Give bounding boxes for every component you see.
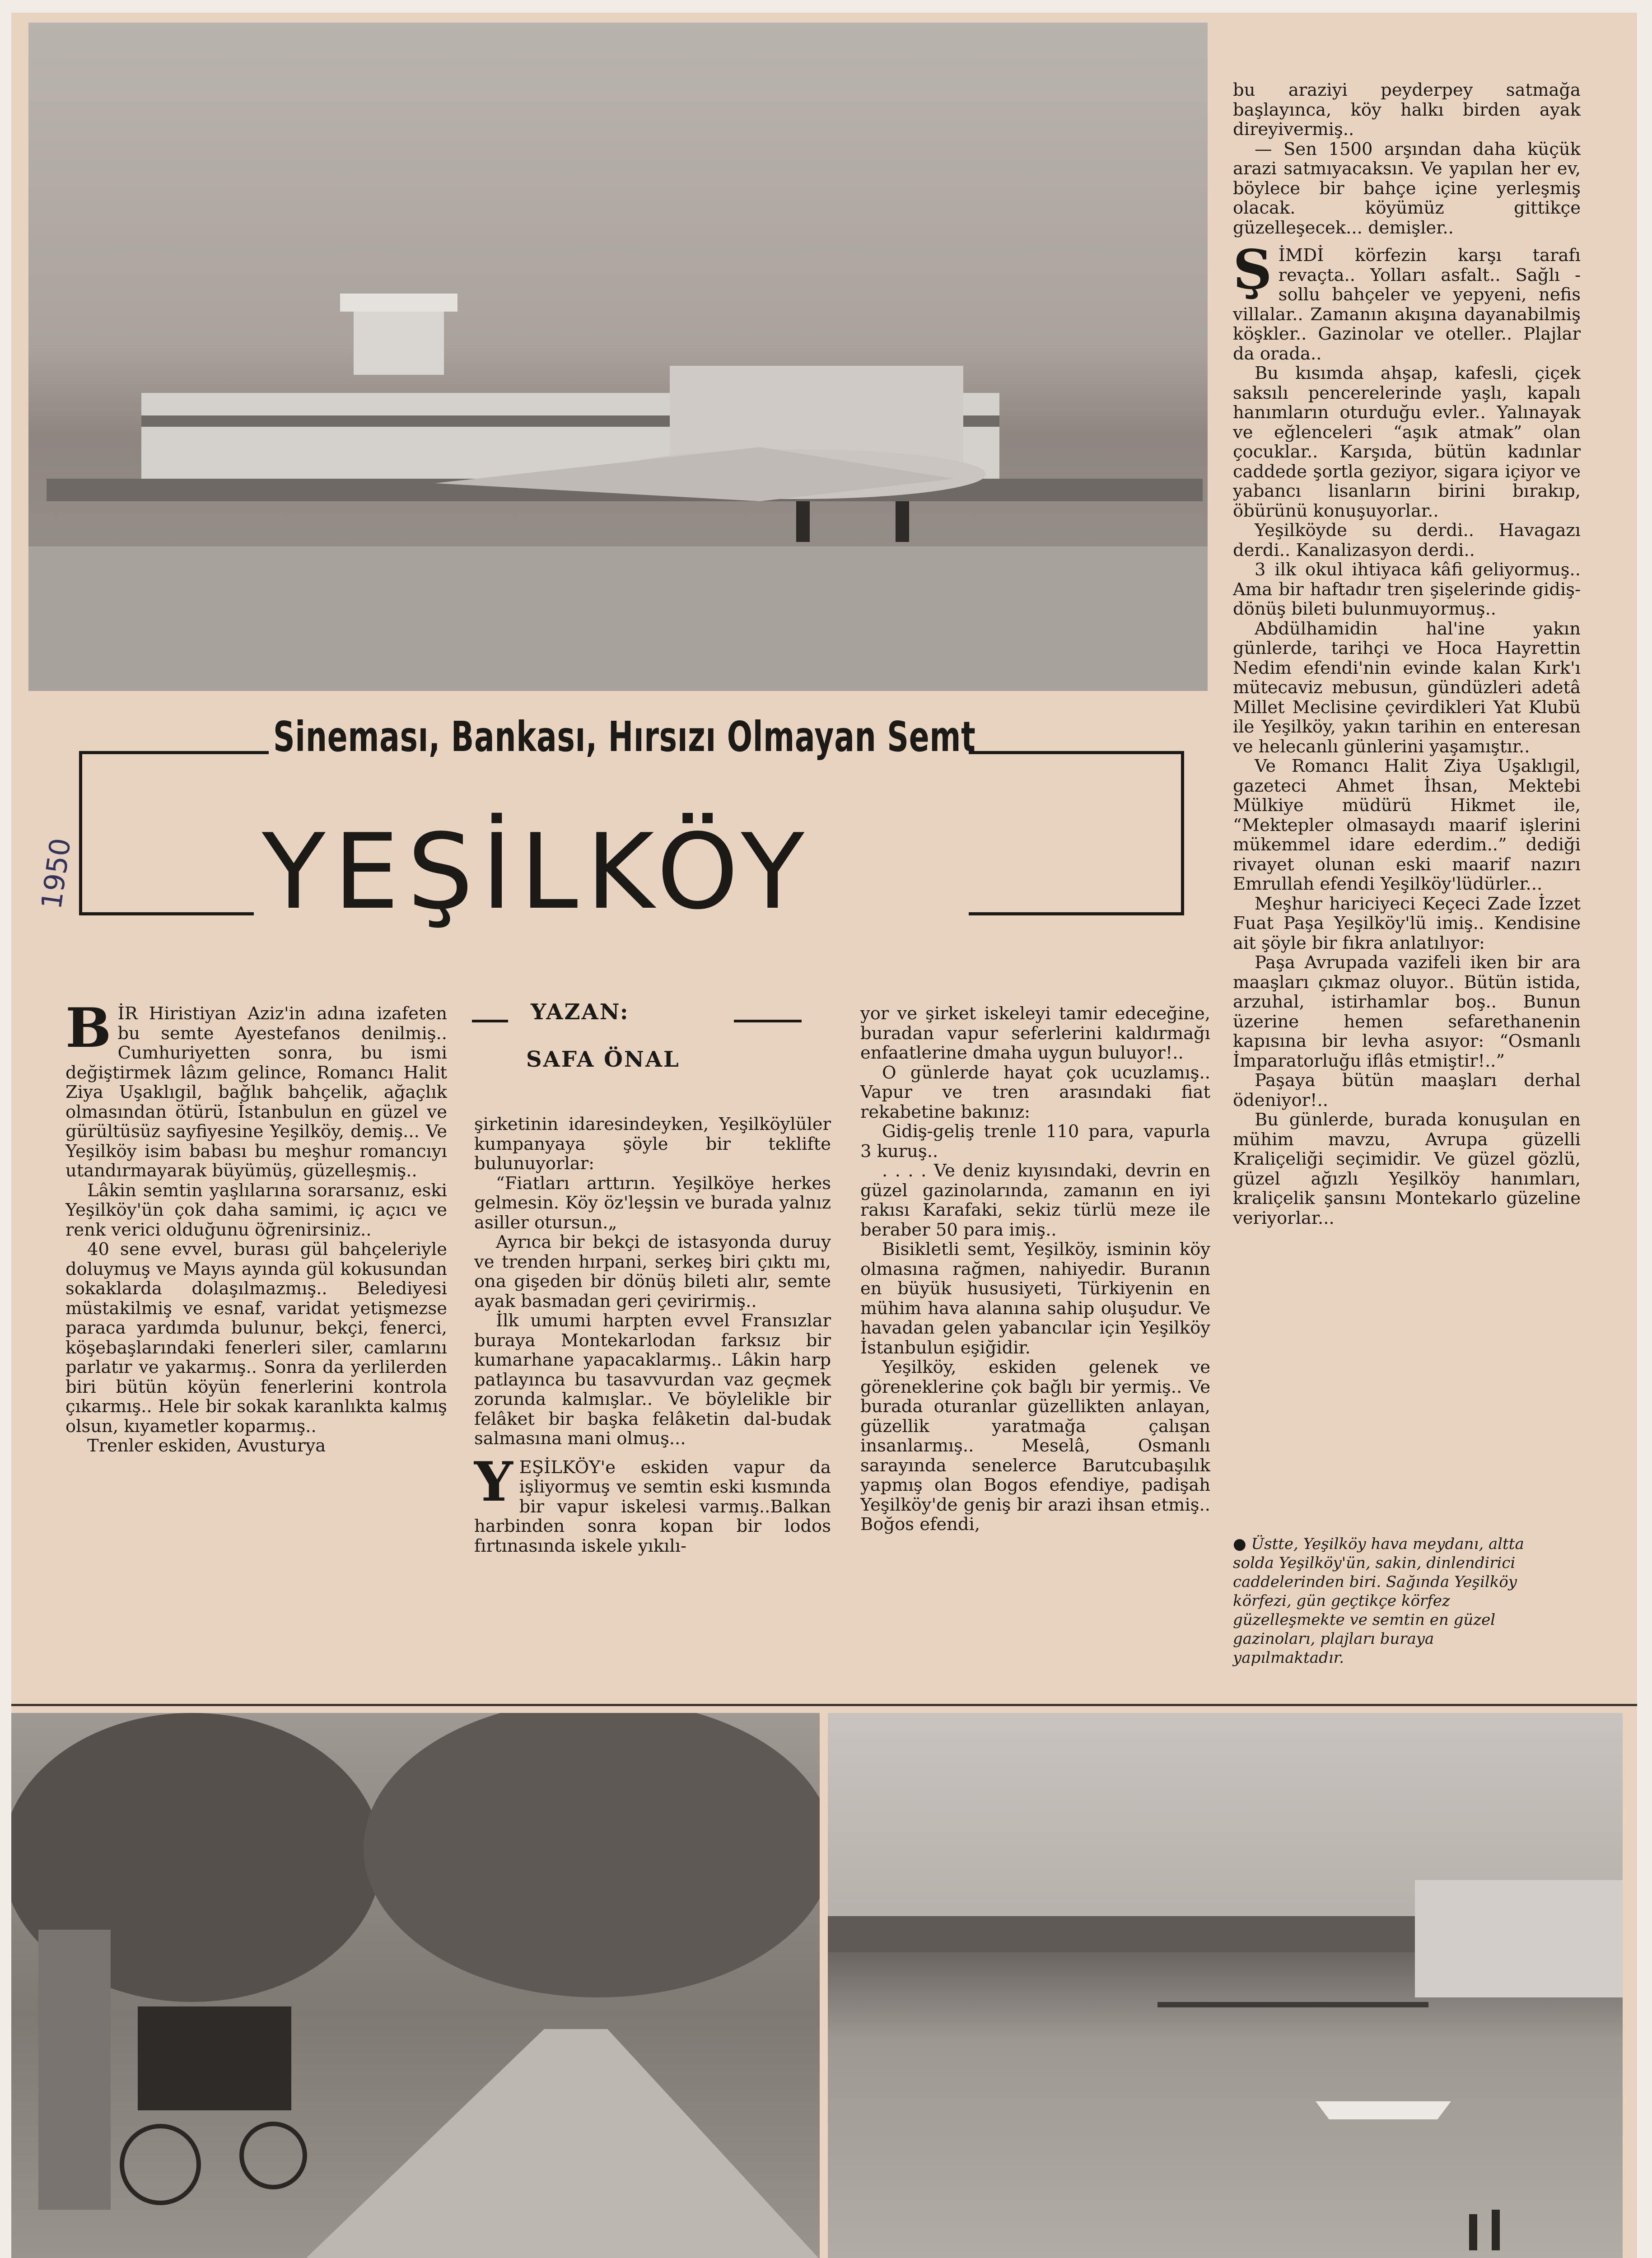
byline-author: SAFA ÖNAL xyxy=(526,1047,680,1072)
title-bracket-left xyxy=(79,751,254,915)
paragraph: şirketinin idaresindeyken, Yeşilköylüler kumpanyaya şöyle bir teklifte bulunuyorlar: xyxy=(474,1114,831,1174)
paragraph: Meşhur hariciyeci Keçeci Zade İzzet Fuat Paşa Yeşilköy'lü imiş.. Kendisine ait şöyle bir fıkra anlatılıyor: xyxy=(1233,893,1581,953)
paragraph: Ve Romancı Halit Ziya Uşaklıgil, gazeteci Ahmet İhsan, Mektebi Mülkiye müdürü Hikmet ile, “Mektepler olmasaydı maarif işlerini mükemmel idare ederdim..” dediği rivayet olunan eski maarif nazırı Emrullah efendi Yeşilköy'lüdürler... xyxy=(1233,756,1581,894)
paragraph: Ayrıca bir bekçi de istasyonda duruy ve trenden hırpani, serkeş biri çıktı mı, ona gişeden bir dönüş bileti alır, semte ayak basmadan geri çevirirmiş.. xyxy=(474,1232,831,1311)
paragraph: Bu günlerde, burada konuşulan en mühim mavzu, Avrupa güzelli Kraliçeliği seçimidir. Ve güzel gözlü, güzel ağızlı Yeşilköy hanımları, kraliçelik şansını Montekarlo güzeline veriyorlar... xyxy=(1233,1110,1581,1228)
bay-illustration xyxy=(828,1713,1623,2258)
section-divider xyxy=(11,1704,1637,1706)
title-bracket-right xyxy=(969,751,1184,915)
paragraph-text: İR Hiristiyan Aziz'in adına izafeten bu semte Ayestefanos denilmiş.. Cumhuriyetten sonra, bu ismi değiştirmek lâzım gelince, Romancı Halit Ziya Uşaklıgil, bağlık bahçelik, ağaçlık olmasından ötürü, İstanbulun en güzel ve gürültüsüz sayfiyesine Yeşilköy, demiş... Ve Yeşilköy isim babası bu meşhur romancıyı utandırmayarak büyümüş, güzelleşmiş.. xyxy=(65,1003,447,1181)
paragraph: Paşa Avrupada vazifeli iken bir ara maaşları çıkmaz oluyor.. Bütün istida, arzuhal, istirhamlar boş.. Bunun üzerine hemen sefarethanenin kapısına bir levha asıyor: “Osmanlı İmparatorluğu iflâs etmiştir!..” xyxy=(1233,952,1581,1071)
paragraph: Trenler eskiden, Avusturya xyxy=(87,1436,326,1456)
paragraph: yor ve şirket iskeleyi tamir edeceğine, buradan vapur seferlerini kaldırmağı enfaatlerine dmaha uygun buluyor!.. xyxy=(860,1003,1210,1063)
airport-photo xyxy=(28,23,1208,691)
byline-rule xyxy=(734,1020,802,1022)
photo-caption: ● Üstte, Yeşilköy hava meydanı, altta solda Yeşilköy'ün, sakin, dinlendirici caddelerinden biri. Sağında Yeşilköy körfezi, gün geçtikçe körfez güzelleşmekte ve semtin en güzel gazinoları, plajları buraya yapılmaktadır. xyxy=(1233,1535,1524,1667)
paragraph xyxy=(474,1450,831,1556)
paragraph: Paşaya bütün maaşları derhal ödeniyor!.. xyxy=(1233,1070,1581,1110)
article-title: YEŞİLKÖY xyxy=(262,812,812,933)
airport-illustration xyxy=(28,23,1208,691)
article-column-2 xyxy=(474,1115,831,1556)
paragraph-text: İMDİ körfezin karşı tarafı revaçta.. Yolları asfalt.. Sağlı - sollu bahçeler ve yepyeni, nefis villalar.. Zamanın akışına dayanabilmiş köşkler.. Gazinolar ve oteller.. Plajlar da orada.. xyxy=(1233,245,1581,364)
paragraph-text: EŞİLKÖY'e eskiden vapur da işliyormuş ve semtin eski kısmında bir vapur iskelesi varmış..Balkan harbinden sonra kopan bir lodos fırtınasında iskele yıkılı- xyxy=(474,1457,831,1556)
paragraph xyxy=(65,996,447,1181)
drop-cap: Y xyxy=(474,1450,513,1514)
byline-rule xyxy=(472,1020,508,1022)
drop-cap: B xyxy=(65,996,112,1060)
title-rule xyxy=(251,751,269,754)
byline-label: YAZAN: xyxy=(531,999,630,1025)
paragraph: — Sen 1500 arşından daha küçük arazi satmıyacaksın. Ve yapılan her ev, böylece bir bahçe içine yerleşmiş olacak. köyümüz gittikçe güzelleşecek... demişler.. xyxy=(1233,139,1581,238)
paragraph: Lâkin semtin yaşlılarına sorarsanız, eski Yeşilköy'ün çok daha samimi, iç açıcı ve renk verici olduğunu öğrenirsiniz.. xyxy=(65,1180,447,1240)
paragraph: Bisikletli semt, Yeşilköy, isminin köy olmasına rağmen, nahiyedir. Buranın en büyük hususiyeti, Türkiyenin en mühim hava alanına sahip oluşudur. Ve havadan gelen yabancılar için Yeşilköy İstanbulun eşiğidir. xyxy=(860,1239,1210,1358)
paragraph: İlk umumi harpten evvel Fransızlar buraya Montekarlodan farksız bir kumarhane yapacaklarmış.. Lâkin harp patlayınca bu tasavvurdan vaz geçmek zorunda kalmışlar.. Ve böylelikle bir felâket bir başka felâketin dal-budak salmasına mani olmuş... xyxy=(474,1311,831,1449)
paragraph: 3 ilk okul ihtiyaca kâfi geliyormuş.. Ama bir haftadır tren şişelerinde gidiş-dönüş bileti bulunmuyormuş.. xyxy=(1233,560,1581,619)
paragraph: 40 sene evvel, burası gül bahçeleriyle doluymuş ve Mayıs ayında gül kokusundan sokaklarda dolaşılmazmış.. Belediyesi müstakilmiş ve esnaf, varidat yetişmezse paraca yardımda bulunur, bekçi, fenerci, köşebaşlarındaki fenerleri siler, camlarını parlatır ve yakarmış.. Sonra da yerlilerden biri bütün köyün fenerlerini kontrola çıkarmış.. Hele bir sokak karanlıkta kalmış olsun, kıyametler koparmış.. xyxy=(65,1239,447,1437)
article-column-4 xyxy=(1233,80,1581,1228)
paragraph: Yeşilköy, eskiden gelenek ve göreneklerine çok bağlı bir yermiş.. Ve burada oturanlar güzellikten anlayan, güzellik yaratmağa çalışan insanlarmış.. Meselâ, Osmanlı sarayında senelerce Barutcubaşılık yapmış olan Bogos efendiye, padişah Yeşilköy'de geniş bir arazi ihsan etmiş.. Boğos efendi, xyxy=(860,1357,1210,1535)
article-column-3 xyxy=(860,1004,1210,1535)
paragraph: Yeşilköyde su derdi.. Havagazı derdi.. Kanalizasyon derdi.. xyxy=(1233,520,1581,560)
newspaper-clipping xyxy=(11,13,1637,2258)
paragraph: . . . . Ve deniz kıyısındaki, devrin en güzel gazinolarında, zamanın en iyi rakısı Karafaki, sekiz türlü meze ile beraber 50 para imiş.. xyxy=(860,1161,1210,1240)
street-illustration xyxy=(11,1713,820,2258)
handwritten-year: 1950 xyxy=(34,836,78,911)
street-photo xyxy=(11,1713,820,2258)
paragraph: Abdülhamidin hal'ine yakın günlerde, tarihçi ve Hoca Hayrettin Nedim efendi'nin evinde kalan Kırk'ı mütecaviz mebusun, gündüzleri adetâ Millet Meclisine çevirdikleri Yat Klubü ile Yeşilköy, yakın tarihin en enteresan ve helecanlı günlerini yaşamıştır.. xyxy=(1233,618,1581,757)
paragraph: “Fiatları arttırın. Yeşilköye herkes gelmesin. Köy öz'leşsin ve burada yalnız asiller otursun.„ xyxy=(474,1173,831,1233)
paragraph: O günlerde hayat çok ucuzlamış.. Vapur ve tren arasındaki fiat rekabetine bakınız: xyxy=(860,1062,1210,1122)
article-column-1 xyxy=(65,996,447,1456)
bay-photo xyxy=(828,1713,1623,2258)
paragraph: bu araziyi peyderpey satmağa başlayınca, köy halkı birden ayak direyivermiş.. xyxy=(1233,80,1581,140)
paragraph xyxy=(1233,238,1581,364)
drop-cap: Ş xyxy=(1233,238,1272,302)
paragraph: Gidiş-geliş trenle 110 para, vapurla 3 kuruş.. xyxy=(860,1121,1210,1162)
article-subtitle: Sineması, Bankası, Hırsızı Olmayan Semt xyxy=(273,713,976,761)
paragraph: Bu kısımda ahşap, kafesli, çiçek saksılı pencerelerinde yaşlı, kapalı hanımların oturduğu evler.. Yalınayak ve eğlenceleri “aşık atmak” olan çocuklar.. Karşıda, bütün kadınlar caddede şortla geziyor, sigara içiyor ve yabancı lisanların birini bırakıp, öbürünü konuşuyorlar.. xyxy=(1233,363,1581,521)
